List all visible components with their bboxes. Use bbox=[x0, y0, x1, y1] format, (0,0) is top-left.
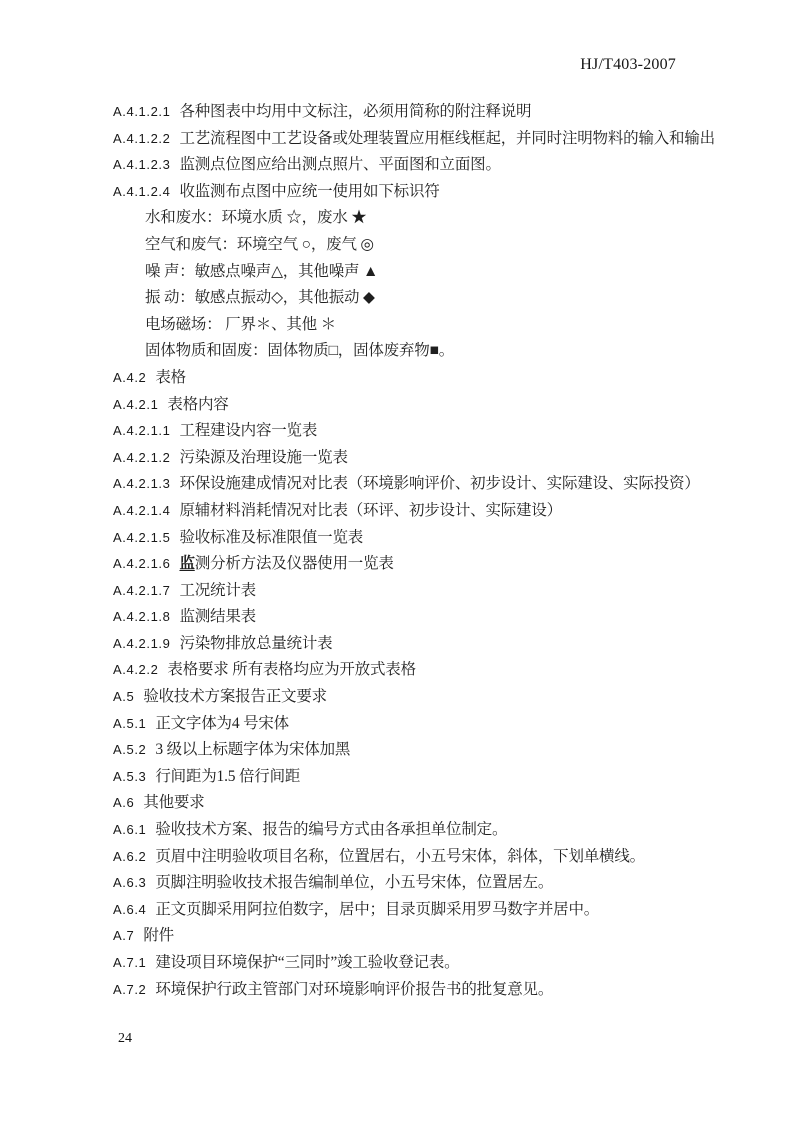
clause-line bbox=[113, 232, 723, 259]
clause-number: A.6.4 bbox=[113, 901, 147, 917]
clause-number: A.7.1 bbox=[113, 955, 147, 970]
clause-number: A.5 bbox=[113, 689, 135, 705]
clause-text: 水和废水：环境水质 ☆，废水 ★ bbox=[145, 209, 367, 227]
clause-text: 工况统计表 bbox=[179, 581, 256, 599]
clause-number: A.6.2 bbox=[113, 848, 147, 864]
clause-line bbox=[113, 365, 723, 392]
clause-number: A.4.2.1.3 bbox=[113, 476, 171, 492]
clause-text: 正文页脚采用阿拉伯数字，居中；目录页脚采用罗马数字并居中。 bbox=[155, 900, 600, 918]
clause-line bbox=[113, 525, 723, 552]
clause-text: 空气和废气：环境空气 ○，废气 ◎ bbox=[145, 235, 374, 253]
clause-text: 电场磁场： 厂界＊、其他 ＊ bbox=[145, 315, 336, 333]
clause-text: 监测点位图应给出测点照片、平面图和立面图。 bbox=[179, 156, 501, 174]
clause-number: A.4.2.1.9 bbox=[113, 635, 171, 651]
clause-number: A.4.1.2.1 bbox=[113, 104, 171, 119]
clause-text: 其他要求 bbox=[143, 794, 205, 812]
clause-number: A.4.2.1.6 bbox=[113, 556, 171, 572]
clause-text: 表格 bbox=[155, 368, 186, 386]
clause-number: A.6.3 bbox=[113, 875, 147, 891]
clause-text: 收监测布点图中应统一使用如下标识符 bbox=[179, 182, 440, 200]
page-number: 24 bbox=[118, 1031, 132, 1046]
clause-number: A.7.2 bbox=[113, 981, 147, 997]
clause-text: 表格要求 所有表格均应为开放式表格 bbox=[167, 661, 416, 679]
page-header bbox=[0, 56, 676, 74]
clause-line bbox=[113, 737, 723, 764]
clause-text: 噪 声：敏感点噪声△，其他噪声 ▲ bbox=[145, 262, 379, 280]
clause-text: 环保设施建成情况对比表（环境影响评价、初步设计、实际建设、实际投资） bbox=[179, 475, 700, 493]
clause-text: 各种图表中均用中文标注，必须用简称的附注释说明 bbox=[179, 103, 532, 120]
clause-text: 行间距为1.5 倍行间距 bbox=[155, 767, 301, 785]
clause-line bbox=[113, 418, 723, 445]
clause-text: 振 动：敏感点振动◇，其他振动 ◆ bbox=[145, 289, 375, 307]
clause-number: A.4.1.2.2 bbox=[113, 130, 171, 146]
clause-line bbox=[113, 817, 723, 844]
clause-text: 验收技术方案、报告的编号方式由各承担单位制定。 bbox=[155, 821, 508, 839]
doc-code: HJ/T403-2007 bbox=[580, 56, 676, 73]
clause-line bbox=[113, 338, 723, 365]
clause-text: 工程建设内容一览表 bbox=[179, 422, 318, 440]
clause-number: A.4.2 bbox=[113, 369, 147, 385]
clause-text: 监测结果表 bbox=[179, 608, 256, 626]
clause-text: 建设项目环境保护“三同时”竣工验收登记表。 bbox=[155, 954, 460, 971]
clause-text: 验收技术方案报告正文要求 bbox=[143, 688, 327, 706]
clause-line bbox=[113, 631, 723, 658]
underlined-character: 监 bbox=[179, 555, 195, 573]
clause-text: 正文字体为4 号宋体 bbox=[155, 714, 289, 732]
clause-line bbox=[113, 259, 723, 286]
clause-line bbox=[113, 205, 723, 232]
clause-line bbox=[113, 578, 723, 605]
clause-line bbox=[113, 844, 723, 871]
clause-line bbox=[113, 657, 723, 684]
clause-line bbox=[113, 392, 723, 419]
clause-text: 3 级以上标题字体为宋体加黑 bbox=[155, 741, 351, 759]
clause-text: 表格内容 bbox=[167, 395, 229, 413]
clause-number: A.5.1 bbox=[113, 715, 147, 731]
clause-text: 页眉中注明验收项目名称，位置居右，小五号宋体，斜体，下划单横线。 bbox=[155, 847, 645, 865]
clause-number: A.4.2.1 bbox=[113, 396, 159, 412]
clause-number: A.4.2.1.2 bbox=[113, 449, 171, 465]
clause-text: 附件 bbox=[143, 927, 174, 945]
clause-line bbox=[113, 684, 723, 711]
clause-text: 原辅材料消耗情况对比表（环评、初步设计、实际建设） bbox=[179, 501, 562, 519]
clause-number: A.6.1 bbox=[113, 822, 147, 838]
clause-text: 页脚注明验收技术报告编制单位，小五号宋体，位置居左。 bbox=[155, 874, 554, 892]
clause-number: A.4.1.2.3 bbox=[113, 157, 171, 173]
clause-number: A.6 bbox=[113, 795, 135, 811]
clause-line bbox=[113, 471, 723, 498]
clause-text: 污染物排放总量统计表 bbox=[179, 634, 333, 652]
clause-number: A.4.2.1.7 bbox=[113, 582, 171, 598]
clause-number: A.4.2.1.5 bbox=[113, 529, 171, 545]
clause-line bbox=[113, 950, 723, 977]
page-footer bbox=[118, 1031, 132, 1047]
clause-line bbox=[113, 498, 723, 525]
clause-number: A.5.3 bbox=[113, 768, 147, 784]
clause-line bbox=[113, 445, 723, 472]
clause-text: 环境保护行政主管部门对环境影响评价报告书的批复意见。 bbox=[155, 980, 554, 998]
clause-line bbox=[113, 179, 723, 206]
clause-line bbox=[113, 923, 723, 950]
clause-number: A.5.2 bbox=[113, 742, 147, 758]
clause-number: A.4.2.1.1 bbox=[113, 423, 171, 439]
clause-text: 固体物质和固废：固体物质□，固体废弃物■。 bbox=[145, 342, 455, 360]
clause-number: A.4.2.1.8 bbox=[113, 609, 171, 625]
clause-line bbox=[113, 152, 723, 179]
clause-line bbox=[113, 897, 723, 924]
clause-text: 工艺流程图中工艺设备或处理装置应用框线框起，并同时注明物料的输入和输出 bbox=[179, 129, 715, 147]
clause-line bbox=[113, 764, 723, 791]
clause-line bbox=[113, 312, 723, 339]
clause-line bbox=[113, 285, 723, 312]
clause-line bbox=[113, 604, 723, 631]
clause-number: A.4.2.1.4 bbox=[113, 502, 171, 518]
clause-text: 验收标准及标准限值一览表 bbox=[179, 528, 364, 546]
clause-line bbox=[113, 711, 723, 738]
clause-number: A.7 bbox=[113, 928, 135, 944]
clause-line bbox=[113, 870, 723, 897]
document-body bbox=[113, 99, 723, 1003]
clause-line bbox=[113, 790, 723, 817]
clause-text: 监测分析方法及仪器使用一览表 bbox=[179, 555, 394, 573]
clause-number: A.4.2.2 bbox=[113, 662, 159, 678]
clause-number: A.4.1.2.4 bbox=[113, 183, 171, 199]
clause-line bbox=[113, 126, 723, 153]
clause-line bbox=[113, 551, 723, 578]
clause-line bbox=[113, 977, 723, 1004]
clause-text: 污染源及治理设施一览表 bbox=[179, 448, 348, 466]
clause-line bbox=[113, 99, 723, 126]
